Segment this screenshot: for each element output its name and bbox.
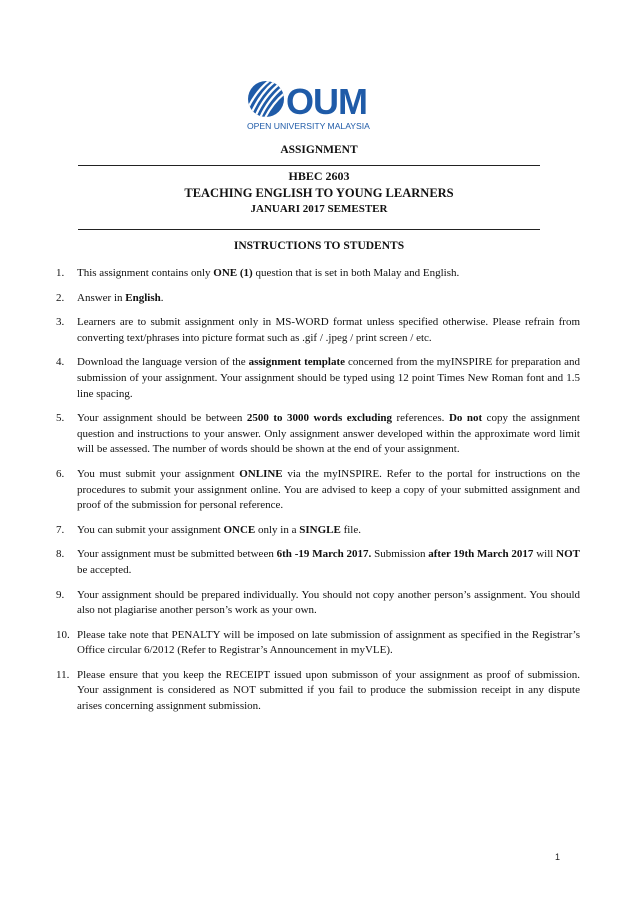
course-title: TEACHING ENGLISH TO YOUNG LEARNERS: [184, 186, 454, 200]
instruction-text: Your assignment must be submitted between 6th -19 March 2017. Submission after 19th March 2017 will NOT be accepted.: [77, 548, 580, 576]
instruction-number: 11.: [56, 668, 70, 681]
instruction-text: You must submit your assignment ONLINE via the myINSPIRE. Refer to the portal for instructions on the procedures to submit your assignment online. You are advised to keep a copy of your submitted assignment and proof of the submission for personal reference.: [77, 467, 581, 512]
instruction-text: Your assignment should be between 2500 to 3000 words excluding references. Do not copy the assignment question and instructions to your answer. Only assignment answer developed within the approximate word limit will be assessed. The number of words should be shown at the end of your assignment.: [77, 412, 580, 456]
instruction-number: 6.: [56, 467, 65, 480]
instruction-item: [56, 355, 580, 402]
instruction-item: [56, 291, 580, 307]
page-number: 1: [555, 852, 561, 862]
instruction-number: 3.: [56, 316, 65, 329]
instruction-number: 9.: [56, 588, 65, 601]
instruction-item: [56, 628, 580, 659]
instruction-number: 7.: [56, 523, 65, 536]
course-code: HBEC 2603: [288, 169, 350, 183]
instruction-text: Please ensure that you keep the RECEIPT issued upon submisson of your assignment as proof of submission. Your assignment is considered as NOT submitted if you fail to produce the submission receipt in any dispute arises concerning assignment submission.: [77, 668, 580, 713]
instruction-item: [56, 467, 580, 514]
instruction-item: [56, 668, 580, 715]
divider-top: [78, 165, 540, 166]
instruction-item: [56, 523, 580, 539]
divider-bottom: [78, 229, 540, 230]
instruction-text: Your assignment should be prepared individually. You should not copy another person’s assignment. You should also not plagiarise another person’s work as your own.: [77, 588, 580, 617]
svg-text:OUM: OUM: [286, 81, 367, 122]
instruction-number: 4.: [56, 356, 65, 369]
instruction-item: [56, 266, 580, 282]
instruction-number: 1.: [56, 267, 65, 279]
instruction-number: 8.: [56, 548, 65, 561]
instruction-text: Answer in English.: [77, 291, 164, 304]
instruction-text: You can submit your assignment ONCE only in a SINGLE file.: [77, 523, 361, 536]
instruction-text: Please take note that PENALTY will be imposed on late submission of assignment as specified in the Registrar’s Office circular 6/2012 (Refer to Registrar’s Announcement in myVLE).: [77, 628, 580, 657]
instructions-heading: INSTRUCTIONS TO STUDENTS: [233, 240, 405, 252]
semester-label: JANUARI 2017 SEMESTER: [250, 203, 388, 215]
assignment-title: ASSIGNMENT: [280, 144, 358, 156]
instruction-item: [56, 411, 580, 458]
instruction-text: This assignment contains only ONE (1) question that is set in both Malay and English.: [77, 267, 460, 279]
instructions-list: [56, 266, 580, 715]
instruction-text: Learners are to submit assignment only in MS-WORD format unless specified otherwise. Please refrain from converting text/phrases into picture format such as .gif / .jpeg / print screen / etc.: [77, 316, 580, 344]
instruction-number: 5.: [56, 412, 65, 425]
oum-logo-icon: [246, 80, 392, 132]
instruction-item: [56, 547, 580, 578]
instruction-item: [56, 588, 580, 619]
instruction-number: 10.: [56, 628, 70, 641]
oum-logo-subtitle: OPEN UNIVERSITY MALAYSIA: [247, 121, 370, 131]
instruction-text: Download the language version of the assignment template concerned from the myINSPIRE for preparation and submission of your assignment. Your assignment should be typed using 12 point Times New Roman font and 1.5 line spacing.: [77, 356, 580, 400]
instruction-number: 2.: [56, 291, 65, 304]
oum-logo: [246, 80, 392, 132]
instruction-item: [56, 315, 580, 346]
